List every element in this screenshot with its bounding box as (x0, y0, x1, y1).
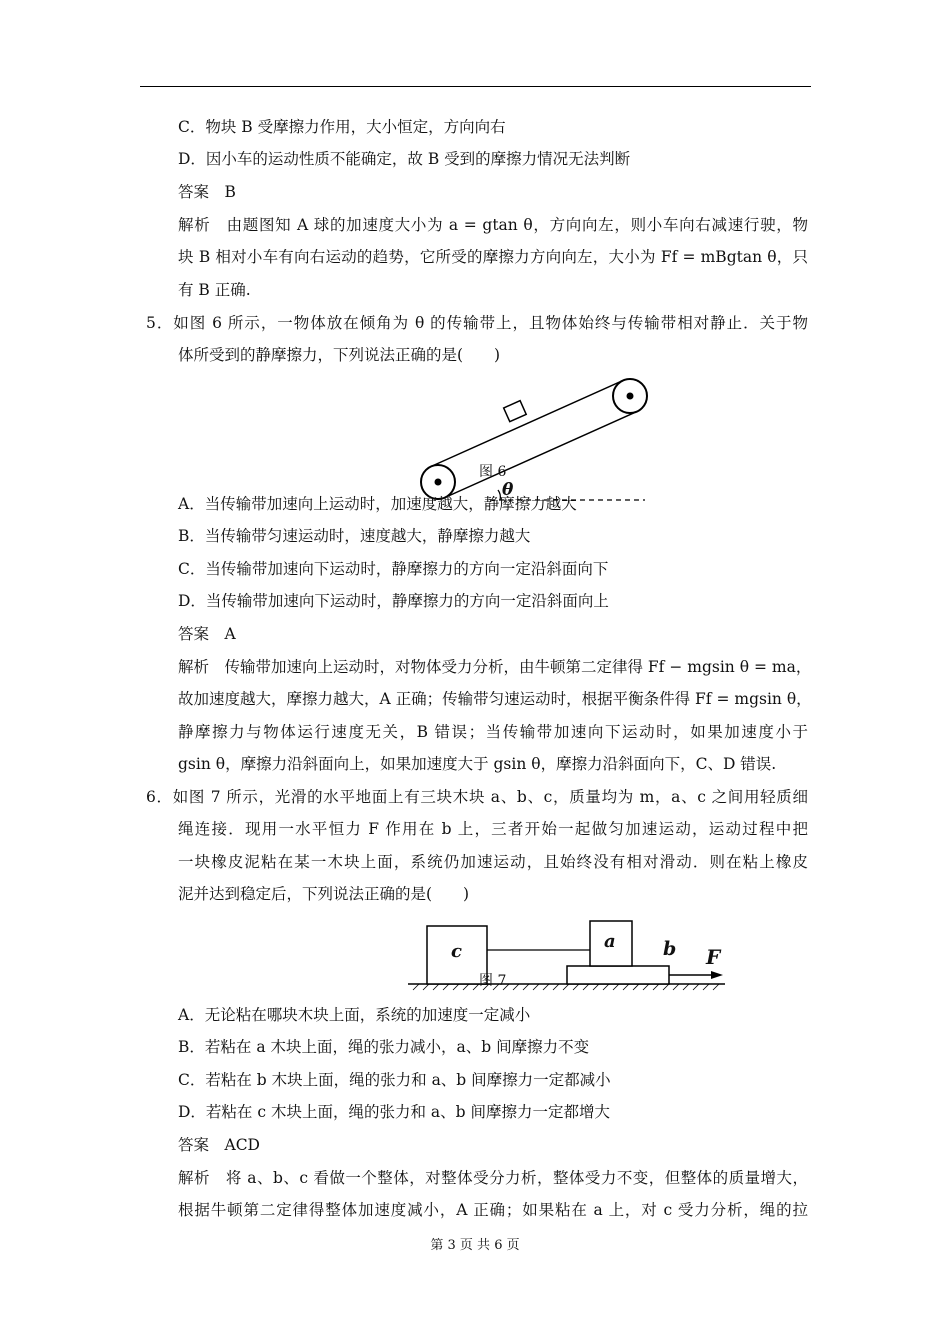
q6-stem: 绳连接．现用一水平恒力 F 作用在 b 上，三者开始一起做匀加速运动，运动过程中把 (178, 820, 808, 838)
q6-explanation-line: 根据牛顿第二定律得整体加速度减小，A 正确；如果粘在 a 上，对 c 受力分析，绳的拉 (178, 1201, 808, 1219)
angle-theta-label: θ (502, 480, 514, 500)
q5-option-a: A．当传输带加速向上运动时，加速度越大，静摩擦力越大 (178, 495, 577, 513)
belt-top (431, 381, 623, 467)
block-on-belt (504, 401, 527, 422)
q5-stem: 5．如图 6 所示，一物体放在倾角为 θ 的传输带上，且物体始终与传输带相对静止．关于物 (146, 314, 808, 332)
q4-explanation-line: 解析 由题图知 A 球的加速度大小为 a = gtan θ，方向向左，则小车向右减速行驶，物 (178, 216, 808, 234)
figure-6-label: 图 6 (479, 464, 507, 480)
block-b (567, 966, 669, 984)
q5-stem: 体所受到的静摩擦力，下列说法正确的是( ) (178, 346, 501, 364)
block-b-label: b (663, 938, 677, 960)
q5-explanation-line: 解析 传输带加速向上运动时，对物体受力分析，由牛顿第二定律得 Ff − mgsin θ = ma， (178, 658, 812, 676)
q5-option-d: D．当传输带加速向下运动时，静摩擦力的方向一定沿斜面向上 (178, 592, 609, 610)
q5-answer: 答案 A (178, 625, 236, 643)
q5-explanation-line: gsin θ，摩擦力沿斜面向上，如果加速度大于 gsin θ，摩擦力沿斜面向下，C、D 错误. (178, 755, 777, 773)
q6-stem: 泥并达到稳定后，下列说法正确的是( ) (178, 885, 470, 903)
q4-option-c: C．物块 B 受摩擦力作用，大小恒定，方向向右 (178, 118, 506, 136)
q5-option-c: C．当传输带加速向下运动时，静摩擦力的方向一定沿斜面向下 (178, 560, 609, 578)
q6-stem: 6．如图 7 所示，光滑的水平地面上有三块木块 a、b、c，质量均为 m，a、c 之间用轻质细 (146, 788, 808, 806)
q6-explanation-line: 解析 将 a、b、c 看做一个整体，对整体受分力析，整体受力不变，但整体的质量增大， (178, 1169, 808, 1187)
q5-explanation-line: 静摩擦力与物体运行速度无关，B 错误；当传输带加速向下运动时，如果加速度小于 (178, 723, 808, 741)
q6-option-c: C．若粘在 b 木块上面，绳的张力和 a、b 间摩擦力一定都减小 (178, 1071, 611, 1089)
q6-option-a: A．无论粘在哪块木块上面，系统的加速度一定减小 (178, 1006, 531, 1024)
figure-6-conveyor (420, 372, 660, 512)
block-a-label: a (604, 931, 616, 952)
q5-explanation-line: 故加速度越大，摩擦力越大，A 正确；传输带匀速运动时，根据平衡条件得 Ff = mgsin θ， (178, 690, 812, 708)
q4-explanation-line: 块 B 相对小车有向右运动的趋势，它所受的摩擦力方向向左，大小为 Ff = mBgtan θ，只 (178, 248, 808, 266)
q6-stem: 一块橡皮泥粘在某一木块上面，系统仍加速运动，且始终没有相对滑动．则在粘上橡皮 (178, 853, 808, 871)
q4-answer: 答案 B (178, 183, 236, 201)
figure-7-label: 图 7 (479, 973, 507, 989)
page-footer: 第 3 页 共 6 页 (430, 1238, 520, 1253)
q6-option-b: B．若粘在 a 木块上面，绳的张力减小，a、b 间摩擦力不变 (178, 1038, 590, 1056)
header-rule (140, 86, 811, 87)
q6-answer: 答案 ACD (178, 1136, 260, 1154)
q4-option-d: D．因小车的运动性质不能确定，故 B 受到的摩擦力情况无法判断 (178, 150, 631, 168)
block-c-label: c (451, 941, 462, 962)
belt-bottom (445, 412, 637, 498)
q5-option-b: B．当传输带匀速运动时，速度越大，静摩擦力越大 (178, 527, 531, 545)
q6-option-d: D．若粘在 c 木块上面，绳的张力和 a、b 间摩擦力一定都增大 (178, 1103, 610, 1121)
q4-explanation-line: 有 B 正确. (178, 281, 251, 299)
force-f-label: F (706, 945, 721, 969)
